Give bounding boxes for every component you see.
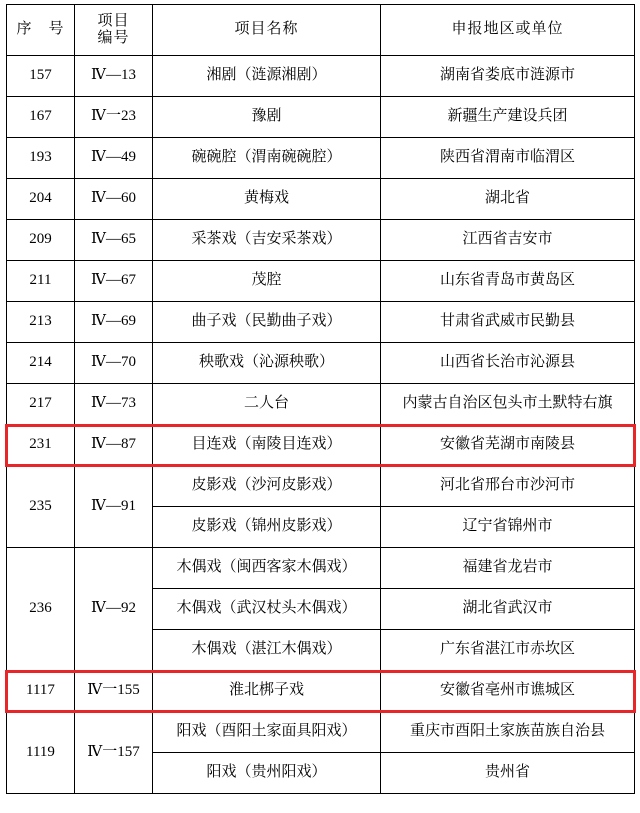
cell-name: 豫剧: [153, 97, 381, 138]
column-header-code: [75, 5, 153, 56]
cell-code: Ⅳ一23: [75, 97, 153, 138]
cell-code: Ⅳ—87: [75, 425, 153, 466]
cell-region: 福建省龙岩市: [381, 548, 635, 589]
cell-code: Ⅳ—69: [75, 302, 153, 343]
cell-no: 235: [7, 466, 75, 548]
table-header: [7, 5, 635, 56]
cell-region: 内蒙古自治区包头市土默特右旗: [381, 384, 635, 425]
cell-no: 211: [7, 261, 75, 302]
cell-region: 江西省吉安市: [381, 220, 635, 261]
cell-no: 209: [7, 220, 75, 261]
table-row: [7, 548, 635, 589]
cell-no: 214: [7, 343, 75, 384]
cell-name: 目连戏（南陵目连戏）: [153, 425, 381, 466]
cell-code: Ⅳ—91: [75, 466, 153, 548]
cell-code: Ⅳ一157: [75, 712, 153, 794]
table-body: [7, 56, 635, 794]
cell-name: 曲子戏（民勤曲子戏）: [153, 302, 381, 343]
cell-no: 157: [7, 56, 75, 97]
table-row: [7, 220, 635, 261]
cell-region: 湖北省: [381, 179, 635, 220]
cell-no: 167: [7, 97, 75, 138]
cell-no: 1117: [7, 671, 75, 712]
column-header-code-line1: 项目: [97, 12, 130, 29]
cell-region: 重庆市酉阳土家族苗族自治县: [381, 712, 635, 753]
cell-name: 湘剧（涟源湘剧）: [153, 56, 381, 97]
table-row: [7, 56, 635, 97]
cell-code: Ⅳ—49: [75, 138, 153, 179]
cell-region: 广东省湛江市赤坎区: [381, 630, 635, 671]
table-row: [7, 97, 635, 138]
cell-region: 湖南省娄底市涟源市: [381, 56, 635, 97]
cell-no: 204: [7, 179, 75, 220]
cell-region: 湖北省武汉市: [381, 589, 635, 630]
cell-code: Ⅳ一155: [75, 671, 153, 712]
cell-region: 新疆生产建设兵团: [381, 97, 635, 138]
cell-name: 阳戏（贵州阳戏）: [153, 753, 381, 794]
cell-code: Ⅳ—60: [75, 179, 153, 220]
column-header-region: 申报地区或单位: [381, 5, 635, 56]
cell-code: Ⅳ—70: [75, 343, 153, 384]
table-header-row: [7, 5, 635, 56]
cell-no: 236: [7, 548, 75, 671]
cell-name: 茂腔: [153, 261, 381, 302]
cell-name: 二人台: [153, 384, 381, 425]
cell-no: 193: [7, 138, 75, 179]
cell-no: 213: [7, 302, 75, 343]
cell-no: 1119: [7, 712, 75, 794]
cell-name: 淮北梆子戏: [153, 671, 381, 712]
cell-region: 陕西省渭南市临渭区: [381, 138, 635, 179]
cell-name: 皮影戏（锦州皮影戏）: [153, 507, 381, 548]
table-row: [7, 466, 635, 507]
table-row: [7, 343, 635, 384]
table-row: [7, 425, 635, 466]
cell-code: Ⅳ—13: [75, 56, 153, 97]
table-row: [7, 384, 635, 425]
cell-region: 山东省青岛市黄岛区: [381, 261, 635, 302]
cell-no: 217: [7, 384, 75, 425]
table-row: [7, 138, 635, 179]
cell-code: Ⅳ—65: [75, 220, 153, 261]
cell-region: 安徽省芜湖市南陵县: [381, 425, 635, 466]
cell-code: Ⅳ—73: [75, 384, 153, 425]
cell-region: 辽宁省锦州市: [381, 507, 635, 548]
cell-no: 231: [7, 425, 75, 466]
heritage-table: [6, 4, 635, 794]
cell-name: 阳戏（酉阳土家面具阳戏）: [153, 712, 381, 753]
table-row: [7, 179, 635, 220]
table-row: [7, 671, 635, 712]
cell-region: 山西省长治市沁源县: [381, 343, 635, 384]
cell-name: 木偶戏（闽西客家木偶戏）: [153, 548, 381, 589]
cell-region: 安徽省亳州市谯城区: [381, 671, 635, 712]
cell-name: 木偶戏（湛江木偶戏）: [153, 630, 381, 671]
cell-name: 秧歌戏（沁源秧歌）: [153, 343, 381, 384]
table-row: [7, 302, 635, 343]
cell-region: 河北省邢台市沙河市: [381, 466, 635, 507]
cell-name: 碗碗腔（渭南碗碗腔）: [153, 138, 381, 179]
cell-name: 皮影戏（沙河皮影戏）: [153, 466, 381, 507]
table-row: [7, 712, 635, 753]
cell-region: 贵州省: [381, 753, 635, 794]
cell-name: 采茶戏（吉安采茶戏）: [153, 220, 381, 261]
cell-region: 甘肃省武威市民勤县: [381, 302, 635, 343]
table-row: [7, 261, 635, 302]
cell-code: Ⅳ—67: [75, 261, 153, 302]
cell-name: 黄梅戏: [153, 179, 381, 220]
column-header-name: 项目名称: [153, 5, 381, 56]
column-header-no: 序 号: [7, 5, 75, 56]
column-header-code-line2: 编号: [97, 30, 130, 46]
cell-name: 木偶戏（武汉杖头木偶戏）: [153, 589, 381, 630]
cell-code: Ⅳ—92: [75, 548, 153, 671]
